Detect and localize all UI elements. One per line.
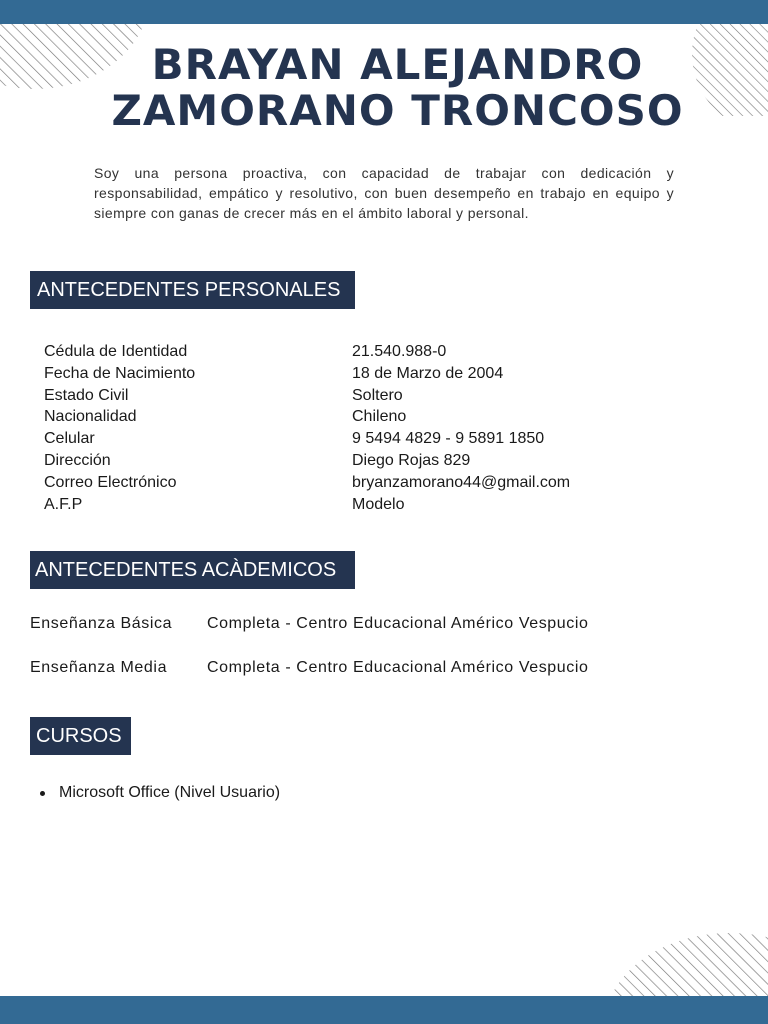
bottom-accent-bar <box>0 996 768 1024</box>
section-title-academic: ANTECEDENTES ACÀDEMICOS <box>30 551 355 589</box>
personal-label: Estado Civil <box>44 386 129 404</box>
personal-label: Dirección <box>44 451 111 469</box>
personal-row <box>44 342 684 364</box>
personal-row <box>44 429 684 451</box>
personal-row <box>44 495 684 517</box>
personal-label: Nacionalidad <box>44 408 137 426</box>
academic-level: Enseñanza Básica <box>30 615 173 632</box>
section-title-courses: CURSOS <box>30 717 131 755</box>
name-line-2: ZAMORANO TRONCOSO <box>111 86 684 135</box>
academic-row <box>30 656 730 680</box>
personal-value: 21.540.988-0 <box>352 343 447 360</box>
personal-row <box>44 364 684 386</box>
personal-row <box>44 407 684 429</box>
personal-value: 18 de Marzo de 2004 <box>352 364 504 382</box>
name-line-1: BRAYAN ALEJANDRO <box>151 40 644 89</box>
personal-label: Cédula de Identidad <box>44 343 188 360</box>
top-accent-bar <box>0 0 768 24</box>
candidate-name <box>60 42 735 134</box>
personal-info-table <box>44 342 684 516</box>
personal-value: Chileno <box>352 408 407 426</box>
stripe-decoration-bottom-right <box>600 930 768 996</box>
personal-label: Correo Electrónico <box>44 473 177 491</box>
academic-row <box>30 612 730 636</box>
personal-row <box>44 386 684 408</box>
section-title-personal: ANTECEDENTES PERSONALES <box>30 271 355 309</box>
personal-label: A.F.P <box>44 495 83 513</box>
email-value: bryanzamorano44@gmail.com <box>352 473 571 491</box>
list-item <box>40 782 280 804</box>
personal-label: Celular <box>44 430 95 448</box>
academic-level: Enseñanza Media <box>30 659 168 676</box>
academic-detail: Completa - Centro Educacional Américo Vespucio <box>207 615 589 632</box>
personal-row <box>44 451 684 473</box>
personal-label: Fecha de Nacimiento <box>44 364 196 382</box>
course-name: Microsoft Office (Nivel Usuario) <box>59 784 281 801</box>
academic-detail: Completa - Centro Educacional Américo Vespucio <box>207 659 589 676</box>
personal-value: Diego Rojas 829 <box>352 451 471 469</box>
personal-value: Soltero <box>352 386 403 404</box>
personal-value: Modelo <box>352 495 405 513</box>
profile-summary: Soy una persona proactiva, con capacidad de trabajar con dedicación y responsabilidad, empático y resolutivo, con buen desempeño en trabajo en equipo y siempre con ganas de crecer más en el ámbito laboral y personal. <box>94 165 674 221</box>
courses-list <box>40 782 280 804</box>
personal-value: 9 5494 4829 - 9 5891 1850 <box>352 430 545 448</box>
bullet-icon <box>40 791 45 796</box>
personal-row <box>44 473 684 495</box>
